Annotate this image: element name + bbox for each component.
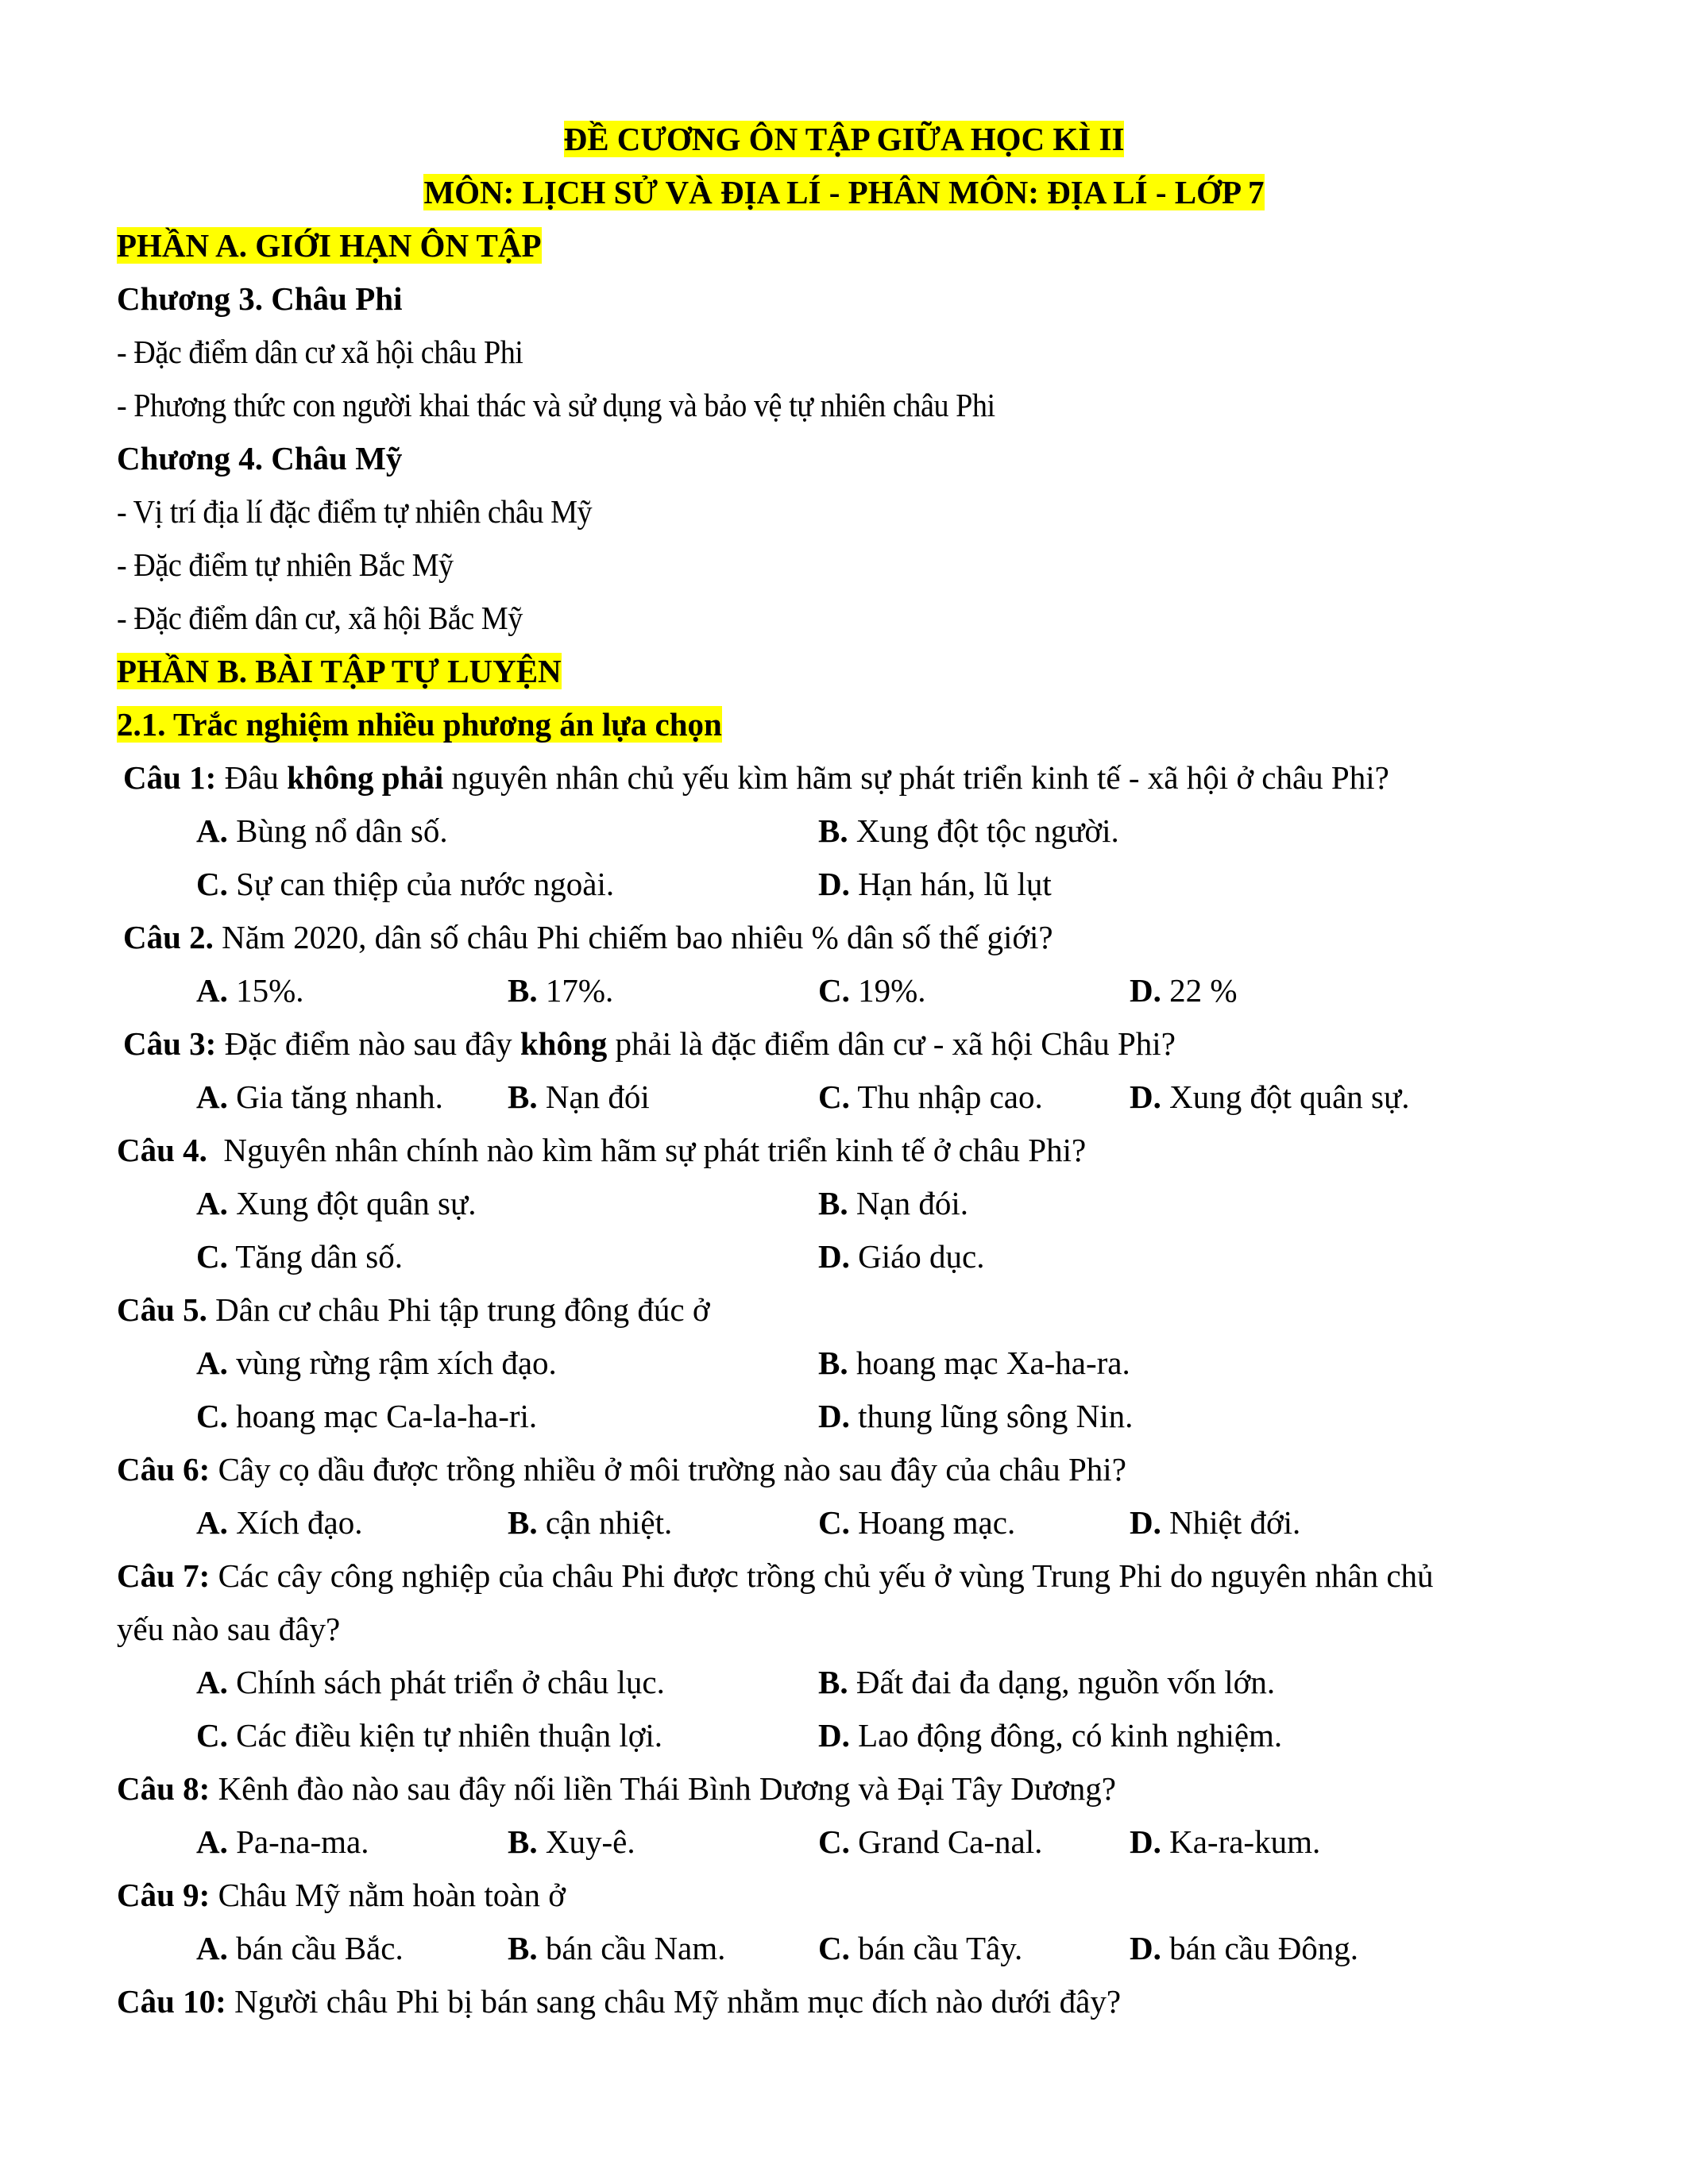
option-b: B. Đất đai đa dạng, nguồn vốn lớn.: [818, 1664, 1276, 1700]
question-9: Câu 9: Châu Mỹ nằm hoàn toàn ở: [117, 1877, 566, 1913]
question-1: Câu 1: Đâu không phải nguyên nhân chủ yếu kìm hãm sự phát triển kinh tế - xã hội ở châu Phi?: [123, 759, 1389, 796]
question-label: Câu 7:: [117, 1557, 211, 1594]
question-label: Câu 6:: [117, 1451, 211, 1488]
document-subtitle-text: MÔN: LỊCH SỬ VÀ ĐỊA LÍ - PHÂN MÔN: ĐỊA LÍ - LỚP 7: [423, 174, 1265, 210]
part-b-heading-text: PHẦN B. BÀI TẬP TỰ LUYỆN: [117, 653, 562, 689]
option-a: A. 15%.: [196, 972, 304, 1009]
question-label: Câu 9:: [117, 1877, 211, 1913]
option-b: B. 17%.: [508, 972, 614, 1009]
option-d: D. Lao động đông, có kinh nghiệm.: [818, 1717, 1283, 1754]
option-c: C. 19%.: [818, 972, 926, 1009]
option-a: A. Bùng nổ dân số.: [196, 812, 448, 849]
chapter-4-title: Chương 4. Châu Mỹ: [117, 440, 403, 477]
option-a: A. Xích đạo.: [196, 1504, 363, 1541]
question-2: Câu 2. Năm 2020, dân số châu Phi chiếm bao nhiêu % dân số thế giới?: [123, 919, 1053, 955]
option-c: C. bán cầu Tây.: [818, 1930, 1023, 1966]
option-a: A. Gia tăng nhanh.: [196, 1078, 443, 1115]
question-label: Câu 1:: [123, 759, 217, 796]
question-3: Câu 3: Đặc điểm nào sau đây không phải là đặc điểm dân cư - xã hội Châu Phi?: [123, 1025, 1176, 1062]
question-label: Câu 10:: [117, 1983, 226, 2020]
option-d: D. Giáo dục.: [818, 1238, 985, 1275]
option-a: A. Chính sách phát triển ở châu lục.: [196, 1664, 665, 1700]
option-c: C. Các điều kiện tự nhiên thuận lợi.: [196, 1717, 663, 1754]
question-7: Câu 7: Các cây công nghiệp của châu Phi được trồng chủ yếu ở vùng Trung Phi do nguyên nhân chủ: [117, 1557, 1434, 1594]
document-subtitle: [0, 170, 1688, 214]
option-b: B. Nạn đói.: [818, 1185, 969, 1221]
option-b: B. hoang mạc Xa-ha-ra.: [818, 1345, 1130, 1381]
question-6: Câu 6: Cây cọ dầu được trồng nhiều ở môi trường nào sau đây của châu Phi?: [117, 1451, 1126, 1488]
emphasis: không: [520, 1025, 608, 1062]
document-title-text: ĐỀ CƯƠNG ÔN TẬP GIỮA HỌC KÌ II: [563, 121, 1125, 157]
option-d: D. Hạn hán, lũ lụt: [818, 866, 1052, 902]
option-b: B. cận nhiệt.: [508, 1504, 673, 1541]
option-b: B. Xuy-ê.: [508, 1823, 635, 1860]
chapter-3-item: - Phương thức con người khai thác và sử dụng và bảo vệ tự nhiên châu Phi: [117, 387, 995, 423]
question-label: Câu 5.: [117, 1291, 207, 1328]
option-b: B. Xung đột tộc người.: [818, 812, 1119, 849]
section-heading-text: 2.1. Trắc nghiệm nhiều phương án lựa chọn: [117, 706, 722, 743]
option-a: A. Xung đột quân sự.: [196, 1185, 477, 1221]
option-d: D. bán cầu Đông.: [1130, 1930, 1359, 1966]
option-d: D. thung lũng sông Nin.: [818, 1398, 1134, 1434]
option-a: A. Pa-na-ma.: [196, 1823, 369, 1860]
option-d: D. Nhiệt đới.: [1130, 1504, 1301, 1541]
emphasis: không phải: [287, 759, 444, 796]
chapter-4-item: - Đặc điểm tự nhiên Bắc Mỹ: [117, 546, 454, 583]
option-d: D. Ka-ra-kum.: [1130, 1823, 1321, 1860]
question-label: Câu 2.: [123, 919, 214, 955]
chapter-3-item: - Đặc điểm dân cư xã hội châu Phi: [117, 334, 523, 370]
question-7-continued: yếu nào sau đây?: [117, 1611, 341, 1647]
part-a-heading-text: PHẦN A. GIỚI HẠN ÔN TẬP: [117, 227, 542, 264]
option-a: A. bán cầu Bắc.: [196, 1930, 404, 1966]
option-c: C. Tăng dân số.: [196, 1238, 404, 1275]
option-d: D. Xung đột quân sự.: [1130, 1078, 1410, 1115]
chapter-4-item: - Vị trí địa lí đặc điểm tự nhiên châu Mỹ: [117, 493, 593, 530]
question-label: Câu 8:: [117, 1770, 211, 1807]
question-4: Câu 4. Nguyên nhân chính nào kìm hãm sự phát triển kinh tế ở châu Phi?: [117, 1132, 1087, 1168]
option-b: B. bán cầu Nam.: [508, 1930, 726, 1966]
question-label: Câu 3:: [123, 1025, 217, 1062]
question-8: Câu 8: Kênh đào nào sau đây nối liền Thái Bình Dương và Đại Tây Dương?: [117, 1770, 1117, 1807]
chapter-3-title: Chương 3. Châu Phi: [117, 280, 403, 317]
chapter-4-item: - Đặc điểm dân cư, xã hội Bắc Mỹ: [117, 600, 523, 636]
question-label: Câu 4.: [117, 1132, 207, 1168]
option-b: B. Nạn đói: [508, 1078, 650, 1115]
part-b-heading: [117, 649, 562, 693]
option-d: D. 22 %: [1130, 972, 1238, 1009]
document-title: [0, 117, 1688, 161]
option-c: C. Sự can thiệp của nước ngoài.: [196, 866, 615, 902]
question-5: Câu 5. Dân cư châu Phi tập trung đông đúc ở: [117, 1291, 710, 1328]
option-a: A. vùng rừng rậm xích đạo.: [196, 1345, 557, 1381]
option-c: C. Thu nhập cao.: [818, 1078, 1043, 1115]
option-c: C. Hoang mạc.: [818, 1504, 1016, 1541]
part-a-heading: [117, 223, 542, 268]
option-c: C. hoang mạc Ca-la-ha-ri.: [196, 1398, 538, 1434]
option-c: C. Grand Ca-nal.: [818, 1823, 1043, 1860]
question-10: Câu 10: Người châu Phi bị bán sang châu Mỹ nhằm mục đích nào dưới đây?: [117, 1983, 1122, 2020]
section-heading: [117, 702, 722, 747]
